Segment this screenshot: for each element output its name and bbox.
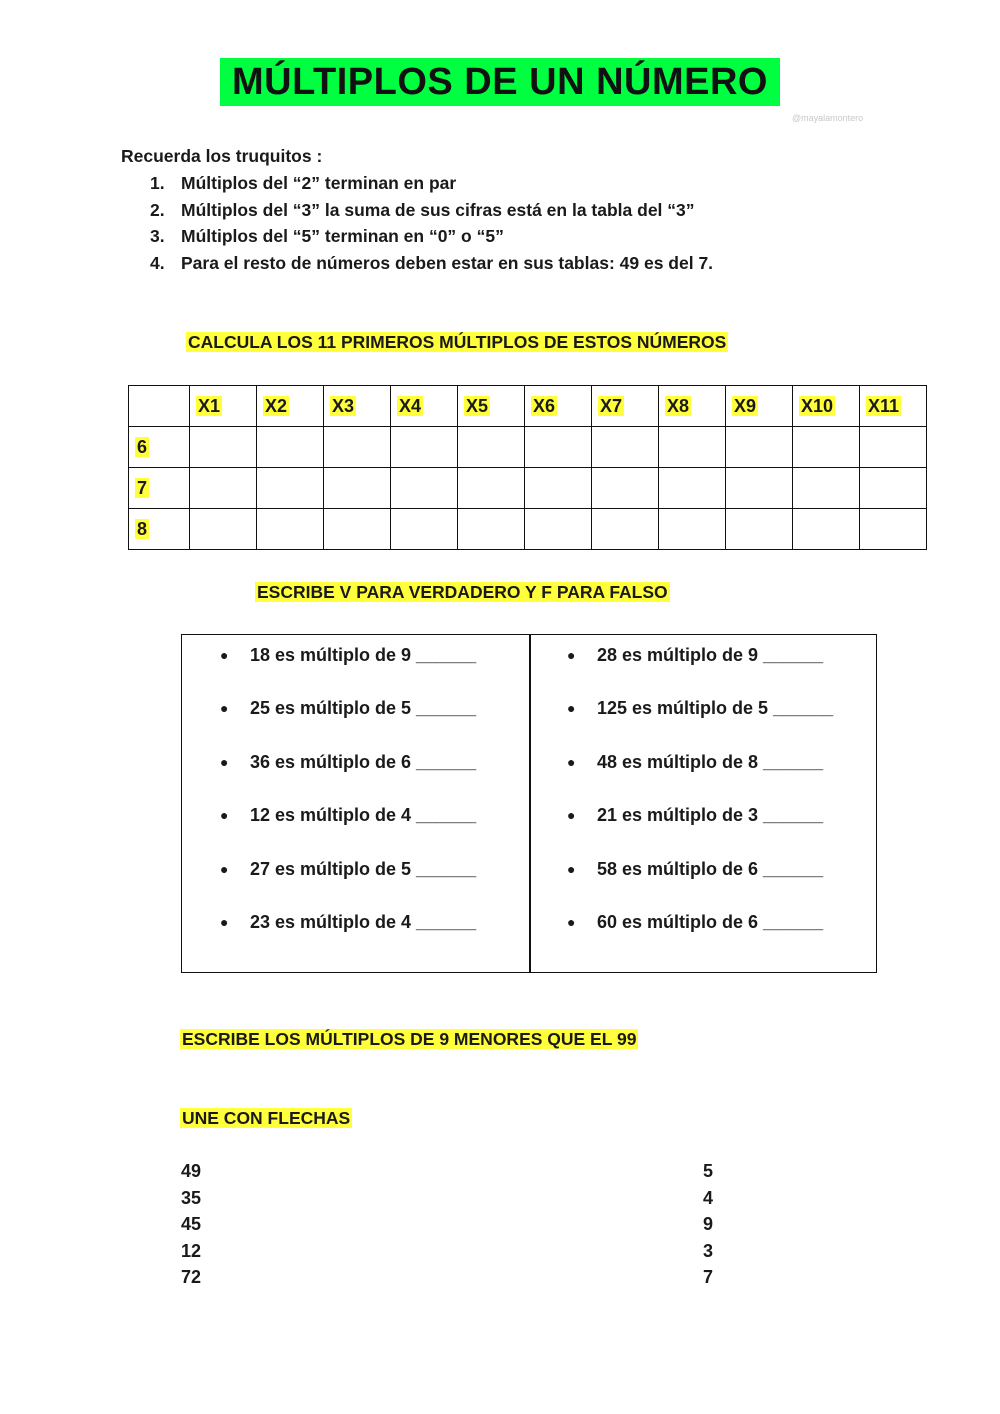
answer-cell[interactable] bbox=[458, 509, 525, 550]
match-right-item[interactable]: 7 bbox=[703, 1267, 714, 1287]
bullet-icon: ● bbox=[567, 753, 576, 770]
tip-item: 2. Múltiplos del “3” la suma de sus cifras está en la tabla del “3” bbox=[150, 199, 695, 220]
answer-cell[interactable] bbox=[793, 468, 860, 509]
true-false-divider bbox=[529, 634, 531, 973]
list-item[interactable]: ● 48 es múltiplo de 8 ______ bbox=[567, 749, 833, 802]
table-header-cell: X11 bbox=[860, 386, 927, 427]
list-item[interactable]: ● 27 es múltiplo de 5 ______ bbox=[220, 856, 476, 909]
answer-cell[interactable] bbox=[592, 468, 659, 509]
match-right-column bbox=[703, 1160, 713, 1293]
table-header-cell: X9 bbox=[726, 386, 793, 427]
list-item[interactable]: ● 125 es múltiplo de 5 ______ bbox=[567, 695, 833, 748]
true-false-left-column bbox=[220, 642, 476, 962]
table-header-cell: X8 bbox=[659, 386, 726, 427]
answer-cell[interactable] bbox=[793, 509, 860, 550]
match-left-item[interactable]: 72 bbox=[181, 1267, 202, 1287]
bullet-icon: ● bbox=[567, 807, 576, 824]
bullet-icon: ● bbox=[220, 913, 229, 930]
section-heading-true-false: ESCRIBE V PARA VERDADERO Y F PARA FALSO bbox=[257, 582, 668, 602]
table-header-cell: X7 bbox=[592, 386, 659, 427]
table-header-cell: X2 bbox=[257, 386, 324, 427]
list-item[interactable]: ● 60 es múltiplo de 6 ______ bbox=[567, 909, 833, 962]
match-right-item[interactable]: 9 bbox=[703, 1214, 714, 1234]
table-header-cell: X10 bbox=[793, 386, 860, 427]
answer-cell[interactable] bbox=[458, 468, 525, 509]
answer-cell[interactable] bbox=[659, 427, 726, 468]
row-label-cell: 6 bbox=[129, 427, 190, 468]
match-left-item[interactable]: 12 bbox=[181, 1240, 202, 1261]
list-item[interactable]: ● 12 es múltiplo de 4 ______ bbox=[220, 802, 476, 855]
tips-list bbox=[150, 172, 713, 278]
answer-cell[interactable] bbox=[190, 427, 257, 468]
answer-cell[interactable] bbox=[659, 468, 726, 509]
answer-cell[interactable] bbox=[525, 427, 592, 468]
answer-cell[interactable] bbox=[860, 468, 927, 509]
table-header-cell: X5 bbox=[458, 386, 525, 427]
list-item[interactable]: ● 25 es múltiplo de 5 ______ bbox=[220, 695, 476, 748]
match-right-item[interactable]: 3 bbox=[703, 1240, 714, 1261]
answer-cell[interactable] bbox=[793, 427, 860, 468]
match-left-item[interactable]: 35 bbox=[181, 1187, 202, 1208]
table-header-cell: X1 bbox=[190, 386, 257, 427]
list-item[interactable]: ● 28 es múltiplo de 9 ______ bbox=[567, 642, 833, 695]
answer-cell[interactable] bbox=[659, 509, 726, 550]
answer-cell[interactable] bbox=[525, 468, 592, 509]
answer-cell[interactable] bbox=[391, 509, 458, 550]
match-right-item[interactable]: 4 bbox=[703, 1187, 714, 1208]
bullet-icon: ● bbox=[567, 860, 576, 877]
bullet-icon: ● bbox=[220, 753, 229, 770]
answer-cell[interactable] bbox=[257, 427, 324, 468]
bullet-icon: ● bbox=[567, 913, 576, 930]
bullet-icon: ● bbox=[220, 700, 229, 717]
answer-cell[interactable] bbox=[592, 427, 659, 468]
table-header-row bbox=[129, 386, 927, 427]
answer-cell[interactable] bbox=[860, 509, 927, 550]
page-title: MÚLTIPLOS DE UN NÚMERO bbox=[220, 58, 780, 106]
answer-cell[interactable] bbox=[257, 468, 324, 509]
section-heading-multiples-of-9: ESCRIBE LOS MÚLTIPLOS DE 9 MENORES QUE EL 99 bbox=[182, 1029, 637, 1049]
answer-cell[interactable] bbox=[860, 427, 927, 468]
row-label-cell: 8 bbox=[129, 509, 190, 550]
answer-cell[interactable] bbox=[190, 468, 257, 509]
answer-cell[interactable] bbox=[324, 468, 391, 509]
true-false-right-column bbox=[567, 642, 833, 962]
answer-cell[interactable] bbox=[324, 509, 391, 550]
table-row bbox=[129, 468, 927, 509]
answer-cell[interactable] bbox=[324, 427, 391, 468]
tip-item: 1. Múltiplos del “2” terminan en par bbox=[150, 173, 457, 193]
answer-cell[interactable] bbox=[190, 509, 257, 550]
answer-cell[interactable] bbox=[726, 468, 793, 509]
multiples-table bbox=[128, 385, 927, 550]
match-right-item[interactable]: 5 bbox=[703, 1161, 714, 1181]
answer-cell[interactable] bbox=[726, 427, 793, 468]
answer-cell[interactable] bbox=[257, 509, 324, 550]
table-row bbox=[129, 509, 927, 550]
answer-cell[interactable] bbox=[726, 509, 793, 550]
answer-cell[interactable] bbox=[391, 468, 458, 509]
answer-cell[interactable] bbox=[525, 509, 592, 550]
bullet-icon: ● bbox=[567, 647, 576, 663]
match-left-item[interactable]: 45 bbox=[181, 1214, 202, 1234]
list-item[interactable]: ● 58 es múltiplo de 6 ______ bbox=[567, 856, 833, 909]
tip-item: 4. Para el resto de números deben estar en sus tablas: 49 es del 7. bbox=[150, 252, 714, 273]
row-label-cell: 7 bbox=[129, 468, 190, 509]
section-heading-match: UNE CON FLECHAS bbox=[182, 1108, 351, 1128]
bullet-icon: ● bbox=[220, 807, 229, 824]
bullet-icon: ● bbox=[220, 860, 229, 877]
section-heading-multiples: CALCULA LOS 11 PRIMEROS MÚLTIPLOS DE ESTOS NÚMEROS bbox=[188, 332, 727, 352]
answer-cell[interactable] bbox=[592, 509, 659, 550]
table-row bbox=[129, 427, 927, 468]
tips-label: Recuerda los truquitos : bbox=[121, 146, 323, 166]
table-header-cell: X3 bbox=[324, 386, 391, 427]
table-header-cell: X4 bbox=[391, 386, 458, 427]
match-left-column bbox=[181, 1160, 201, 1293]
bullet-icon: ● bbox=[220, 647, 229, 663]
list-item[interactable]: ● 36 es múltiplo de 6 ______ bbox=[220, 749, 476, 802]
answer-cell[interactable] bbox=[458, 427, 525, 468]
table-corner-cell bbox=[129, 386, 190, 427]
tip-item: 3. Múltiplos del “5” terminan en “0” o “5” bbox=[150, 226, 504, 246]
answer-cell[interactable] bbox=[391, 427, 458, 468]
list-item[interactable]: ● 21 es múltiplo de 3 ______ bbox=[567, 802, 833, 855]
match-left-item[interactable]: 49 bbox=[181, 1161, 202, 1181]
list-item[interactable]: ● 18 es múltiplo de 9 ______ bbox=[220, 642, 476, 695]
list-item[interactable]: ● 23 es múltiplo de 4 ______ bbox=[220, 909, 476, 962]
watermark: @mayalamontero bbox=[792, 113, 864, 123]
table-header-cell: X6 bbox=[525, 386, 592, 427]
bullet-icon: ● bbox=[567, 700, 576, 717]
